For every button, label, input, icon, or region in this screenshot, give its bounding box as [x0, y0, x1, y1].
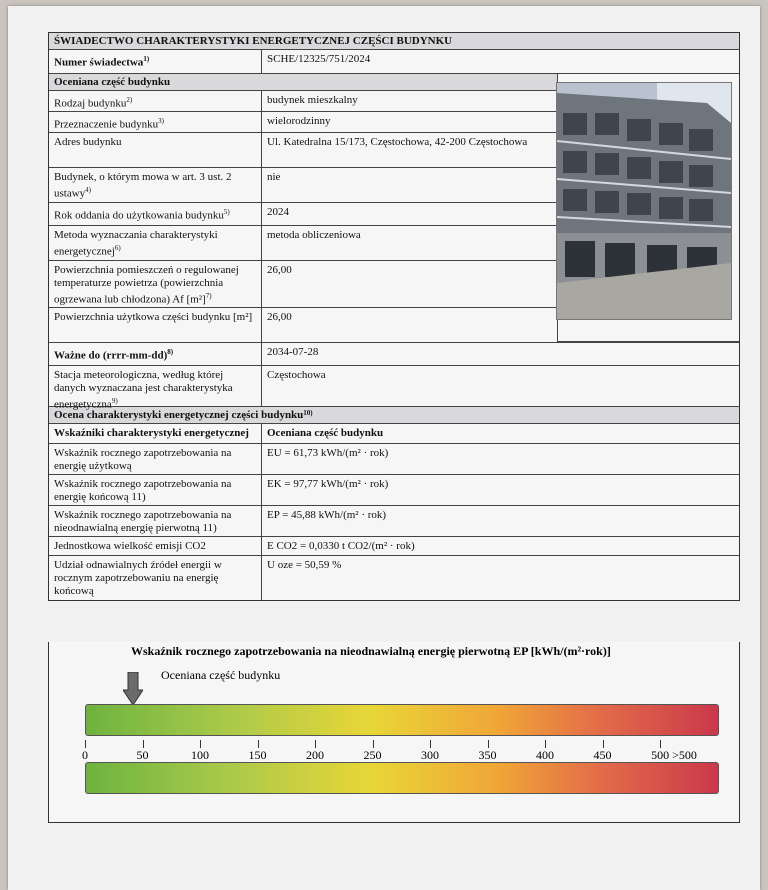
cert-number-label: Numer świadectwa$^{1)}$ [49, 50, 262, 73]
marker-label: Oceniana część budynku [161, 668, 281, 682]
row-label: Powierzchnia pomieszczeń o regulowanej temperaturze powietrza (powierzchnia ogrzewana lub chłodzona) Af $[m^2]^{7)}$ [49, 261, 262, 307]
row-value: Ul. Katedralna 15/173, Częstochowa, 42-200 Częstochowa [267, 135, 528, 148]
scale-bar-bottom [85, 762, 719, 794]
indicator-value: EU = 61,73 kWh/(m² · rok) [267, 447, 389, 460]
scale-tick [373, 740, 374, 748]
scale-bar-top [85, 704, 719, 736]
down-arrow-icon [123, 672, 143, 706]
row-value: budynek mieszkalny [267, 93, 358, 106]
certificate-title: ŚWIADECTWO CHARAKTERYSTYKI ENERGETYCZNEJ CZĘŚCI BUDYNKU [49, 33, 739, 50]
row-label: Rok oddania do użytkowania budynku$^{5)}$ [49, 203, 262, 225]
row-value: 26,00 [267, 310, 292, 323]
scale-tick-label: 200 [306, 748, 324, 762]
scale-tick [430, 740, 431, 748]
scale-tick [488, 740, 489, 748]
scale-tick [200, 740, 201, 748]
indicator-label: Wskaźnik rocznego zapotrzebowania na energię końcową 11) [49, 475, 262, 505]
station-label: Stacja meteorologiczna, według której danych wyznaczana jest charakterystyka energetyczna$^{9)}$ [49, 366, 262, 406]
indicator-label: Udział odnawialnych źródeł energii w rocznym zapotrzebowaniu na energię końcową [49, 556, 262, 600]
row-value: 26,00 [267, 263, 292, 276]
energy-scale [48, 642, 740, 823]
scale-tick-label: 500 >500 [651, 748, 697, 762]
indicators-header-right: Oceniana część budynku [267, 427, 384, 440]
row-label: Budynek, o którym mowa w art. 3 ust. 2 ustawy$^{4)}$ [49, 168, 262, 202]
indicator-value: U oze = 50,59 % [267, 559, 342, 572]
scale-tick-label: 450 [593, 748, 612, 762]
scale-tick-label: 300 [421, 748, 439, 762]
row-label: Przeznaczenie budynku$^{3)}$ [49, 112, 262, 132]
scale-tick [660, 740, 661, 748]
section-assessed: Oceniana część budynku [49, 74, 557, 91]
indicator-label: Wskaźnik rocznego zapotrzebowania na energię użytkową [49, 444, 262, 474]
valid-until-value: 2034-07-28 [267, 345, 319, 358]
scale-tick-label: 150 [248, 748, 267, 762]
station-value: Częstochowa [267, 369, 326, 382]
row-label: Powierzchnia użytkowa części budynku [m²] [49, 308, 262, 342]
scale-tick [603, 740, 604, 748]
scale-tick-label: 100 [191, 748, 209, 762]
scale-tick [85, 740, 86, 748]
valid-until-label: Ważne do (rrrr-mm-dd)$^{8)}$ [49, 343, 262, 366]
indicator-label: Wskaźnik rocznego zapotrzebowania na nieodnawialną energię pierwotną 11) [49, 506, 262, 536]
indicator-value: EK = 97,77 kWh/(m² · rok) [267, 478, 389, 491]
indicator-value: E CO2 = 0,0330 t CO2/(m² · rok) [267, 540, 415, 553]
scale-tick [315, 740, 316, 748]
scale-tick [258, 740, 259, 748]
row-label: Rodzaj budynku$^{2)}$ [49, 91, 262, 111]
row-label: Metoda wyznaczania charakterystyki energetycznej$^{6)}$ [49, 226, 262, 260]
scale-tick-label: 350 [478, 748, 497, 762]
row-value: metoda obliczeniowa [267, 228, 361, 241]
building-photo [556, 82, 732, 320]
scale-tick [143, 740, 144, 748]
scale-tick-label: 50 [136, 748, 149, 762]
scale-tick-label: 250 [363, 748, 382, 762]
indicator-label: Jednostkowa wielkość emisji CO2 [49, 537, 262, 555]
indicator-value: EP = 45,88 kWh/(m² · rok) [267, 509, 387, 522]
cert-number-value: SCHE/12325/751/2024 [267, 53, 371, 65]
document-page [8, 6, 760, 890]
evaluation-title: Ocena charakterystyki energetycznej części budynku 10) [49, 407, 739, 424]
row-label: Adres budynku [49, 133, 262, 167]
scale-tick [545, 740, 546, 748]
indicators-header-left: Wskaźniki charakterystyki energetycznej [49, 424, 262, 443]
scale-tick-label: 0 [82, 748, 88, 762]
row-value: nie [267, 170, 281, 183]
scale-tick-label: 400 [536, 748, 554, 762]
row-value: wielorodzinny [267, 114, 331, 127]
scale-title: Wskaźnik rocznego zapotrzebowania na nieodnawialną energię pierwotną EP [kWh/(m²·rok)] [131, 644, 611, 658]
row-value: 2024 [267, 205, 289, 218]
